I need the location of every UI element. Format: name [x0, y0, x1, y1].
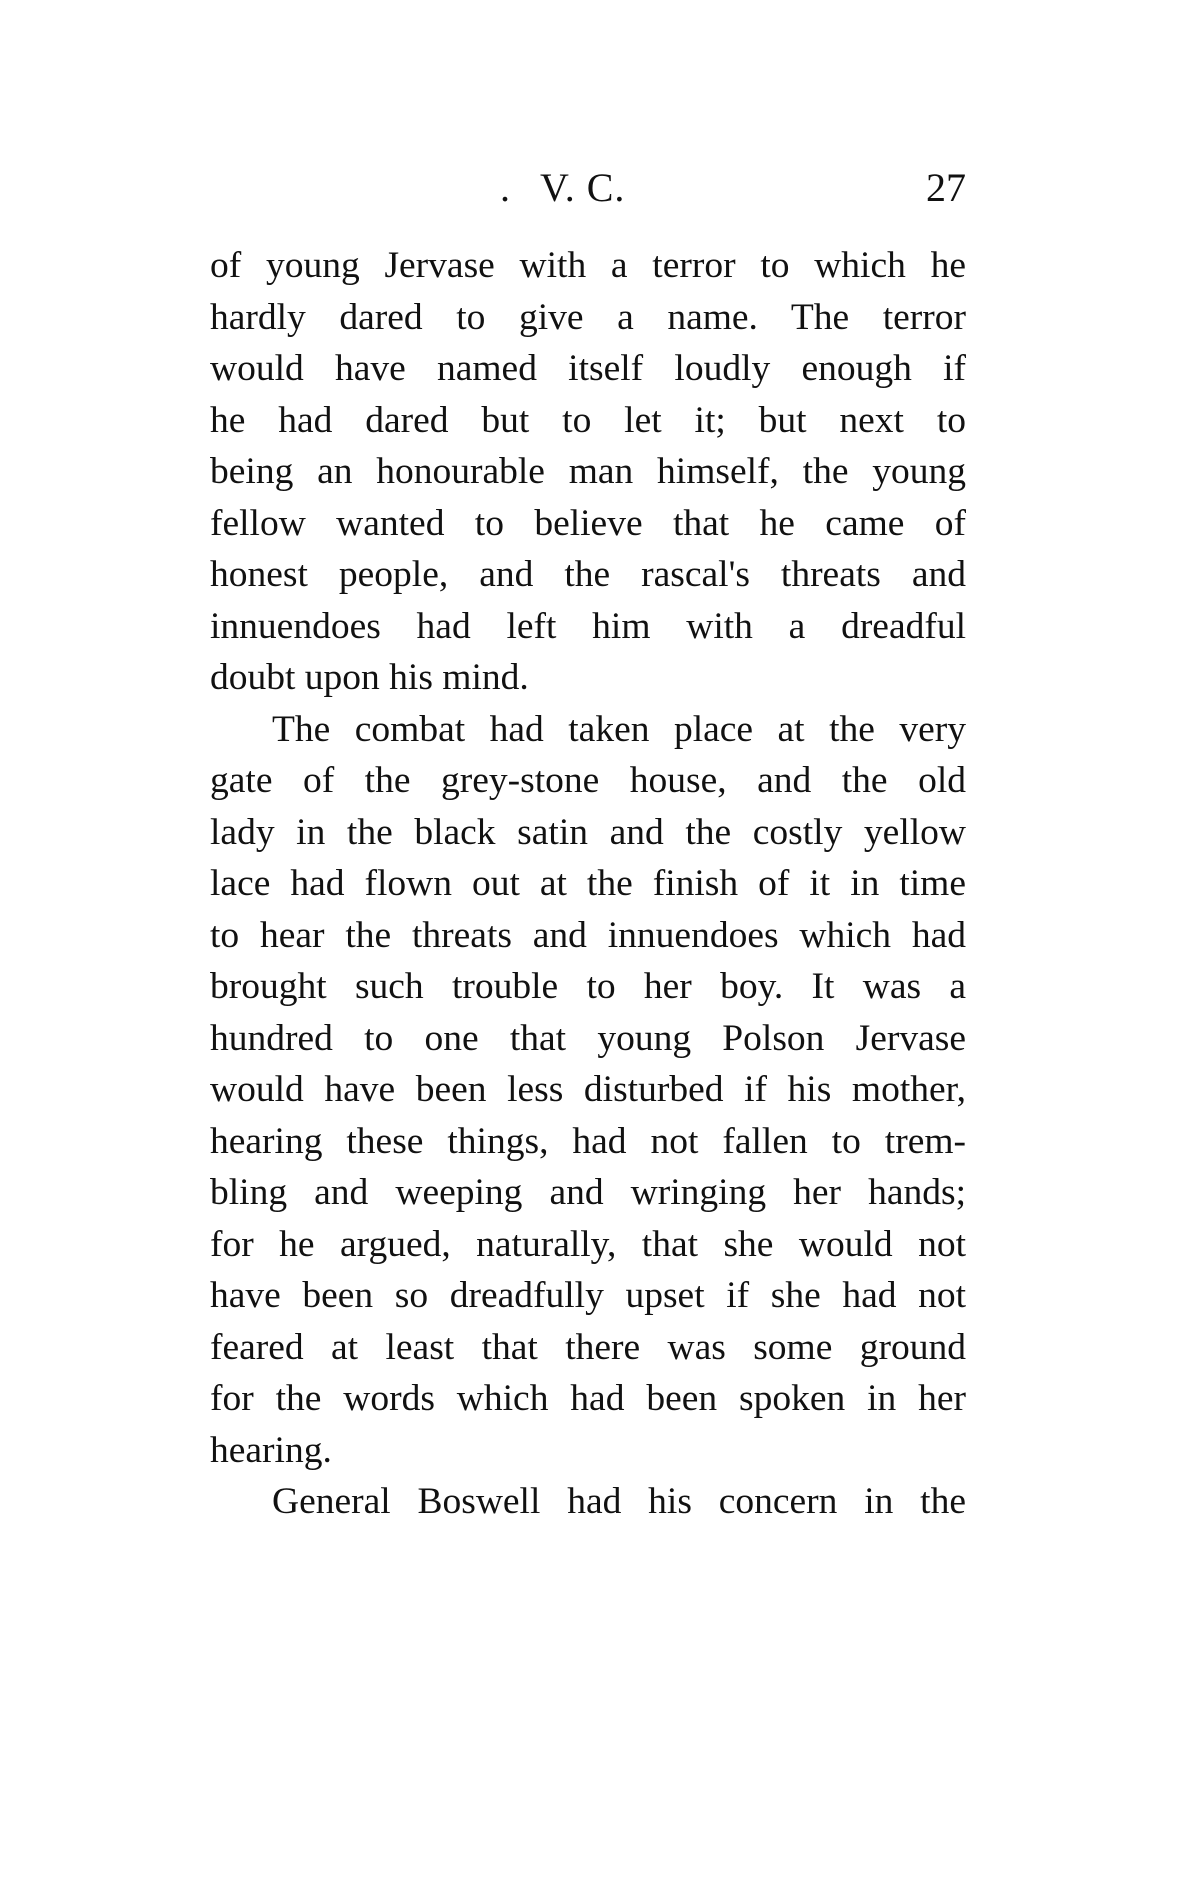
text-line: being an honourable man himself, the young: [210, 451, 966, 492]
text-line: brought such trouble to her boy. It was a: [210, 966, 966, 1007]
text-line: hearing these things, had not fallen to trem-: [210, 1120, 966, 1162]
text-line: feared at least that there was some ground: [210, 1326, 966, 1368]
text-line: for he argued, naturally, that she would not: [210, 1223, 966, 1265]
text-line: innuendoes had left him with a dreadful: [210, 605, 966, 647]
text-line: hundred to one that young Polson Jervase: [210, 1017, 966, 1059]
text-line: he had dared but to let it; but next to: [210, 399, 966, 441]
text-line: for the words which had been spoken in her: [210, 1378, 966, 1419]
text-line: of young Jervase with a terror to which he: [210, 245, 966, 286]
running-head-dot: .: [500, 165, 510, 210]
text-line: honest people, and the rascal's threats and: [210, 554, 966, 595]
paragraph-start-line: General Boswell had his concern in the: [272, 1481, 966, 1522]
text-line: gate of the grey-stone house, and the old: [210, 760, 966, 801]
text-line: fellow wanted to believe that he came of: [210, 502, 966, 544]
text-line: would have named itself loudly enough if: [210, 348, 966, 389]
text-line: lace had flown out at the finish of it in time: [210, 863, 966, 904]
text-line: would have been less disturbed if his mother,: [210, 1069, 966, 1110]
text-line: lady in the black satin and the costly yellow: [210, 811, 966, 853]
paragraph-end-line: hearing.: [210, 1429, 332, 1471]
body-text: [210, 240, 966, 1528]
paragraph-start-line: The combat had taken place at the very: [272, 708, 966, 750]
running-head-title: V. C.: [540, 165, 626, 210]
page-number: 27: [926, 165, 966, 210]
running-head: [210, 160, 966, 216]
paragraph-end-line: doubt upon his mind.: [210, 657, 529, 698]
text-line: bling and weeping and wringing her hands;: [210, 1172, 966, 1213]
text-line: have been so dreadfully upset if she had not: [210, 1275, 966, 1316]
text-line: hardly dared to give a name. The terror: [210, 296, 966, 338]
text-line: to hear the threats and innuendoes which had: [210, 914, 966, 956]
